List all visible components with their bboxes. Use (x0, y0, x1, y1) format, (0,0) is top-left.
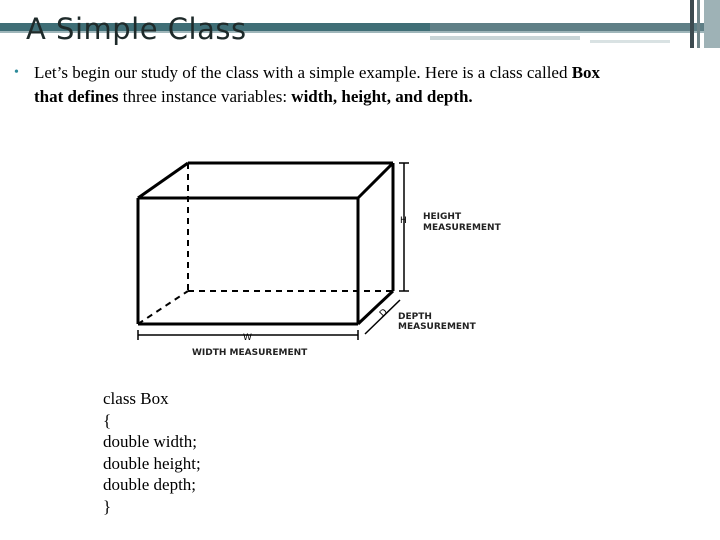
code-line: { (103, 410, 112, 430)
bullet-icon: • (14, 65, 19, 80)
height-label-line-2: MEASUREMENT (423, 223, 501, 233)
page-title: A Simple Class (26, 12, 247, 46)
hidden-edges (138, 163, 393, 324)
bullet-text (14, 61, 714, 109)
bullet-paragraph (14, 61, 714, 109)
depth-label-line-2: MEASUREMENT (398, 322, 476, 332)
bullet-text-part-1: Let’s begin our study of the class with a simple example. Here is a class called (34, 63, 572, 82)
height-letter: H (400, 216, 407, 226)
depth-letter: D (378, 307, 391, 320)
height-label-line-1: HEIGHT (423, 212, 462, 222)
box-diagram (130, 158, 510, 363)
code-block (103, 388, 201, 518)
height-dimension (399, 163, 409, 291)
code-line: double height; (103, 453, 201, 473)
bullet-text-part-3: three instance variables: (118, 87, 292, 106)
depth-label-line-1: DEPTH (398, 312, 432, 322)
code-line: double depth; (103, 475, 197, 495)
code-line: double width; (103, 432, 197, 452)
code-line: } (103, 496, 112, 516)
bullet-bold-box: Box (571, 63, 601, 82)
code-line: class Box (103, 389, 169, 408)
width-letter: W (243, 333, 252, 343)
width-label: WIDTH MEASUREMENT (192, 348, 308, 358)
box-illustration (130, 158, 510, 363)
bullet-that-defines: that defines (34, 87, 119, 106)
bullet-bold-variables: width, height, and depth. (291, 87, 473, 106)
